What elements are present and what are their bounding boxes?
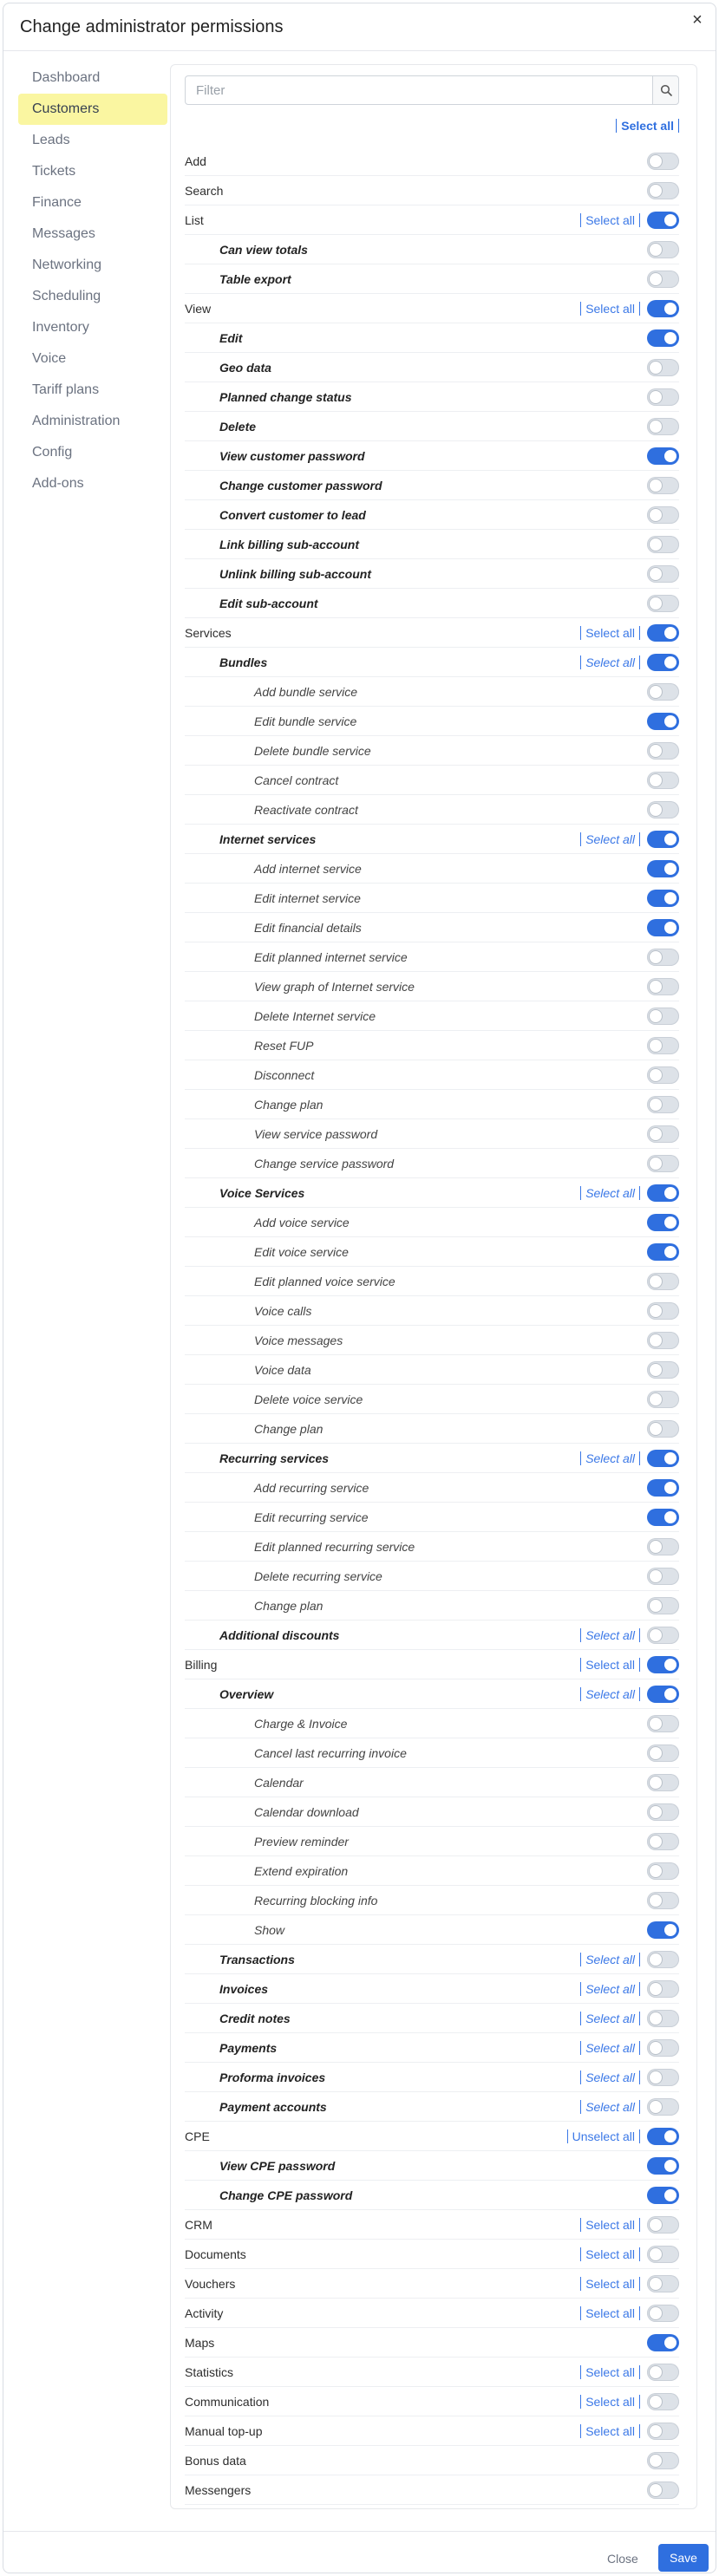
permission-toggle[interactable] <box>647 477 679 494</box>
permission-label: Edit bundle service <box>254 714 357 728</box>
permission-toggle[interactable] <box>647 1155 679 1172</box>
select-all-link[interactable]: Select all <box>580 1628 640 1642</box>
permission-row <box>185 2092 679 2122</box>
permission-label: Maps <box>185 2335 215 2350</box>
permission-toggle[interactable] <box>647 1184 679 1202</box>
filter-bar <box>185 75 679 105</box>
permission-toggle[interactable] <box>647 2393 679 2410</box>
permission-label: Edit sub-account <box>219 596 318 610</box>
permission-row <box>185 913 679 942</box>
permission-label: Manual top-up <box>185 2423 263 2438</box>
permission-label: Link billing sub-account <box>219 537 359 551</box>
permission-toggle[interactable] <box>647 1361 679 1379</box>
permission-toggle[interactable] <box>647 388 679 406</box>
sidebar-item-messages[interactable]: Messages <box>32 226 95 241</box>
select-all-link[interactable]: Select all <box>580 213 640 227</box>
select-all-link[interactable]: Select all <box>580 1982 640 1996</box>
permission-row <box>185 1149 679 1178</box>
select-all-link[interactable]: Select all <box>580 626 640 640</box>
permission-toggle[interactable] <box>647 2305 679 2322</box>
close-button[interactable]: Close <box>598 2546 647 2572</box>
permission-toggle[interactable] <box>647 1862 679 1880</box>
permission-toggle[interactable] <box>647 1450 679 1467</box>
permission-row <box>185 559 679 589</box>
permission-row <box>185 1414 679 1444</box>
permission-toggle[interactable] <box>647 1597 679 1614</box>
permission-label: Recurring blocking info <box>254 1893 378 1908</box>
permission-toggle[interactable] <box>647 1214 679 1231</box>
permission-row <box>185 1326 679 1355</box>
permission-row <box>185 2475 679 2505</box>
permission-row <box>185 500 679 530</box>
permission-toggle[interactable] <box>647 2216 679 2234</box>
permission-row <box>185 854 679 884</box>
permission-label: Documents <box>185 2247 246 2261</box>
permission-toggle[interactable] <box>647 1391 679 1408</box>
permission-label: Bundles <box>219 655 268 669</box>
permission-label: Voice messages <box>254 1333 343 1347</box>
permission-toggle[interactable] <box>647 624 679 642</box>
permission-row <box>185 766 679 795</box>
permission-label: Delete Internet service <box>254 1008 376 1023</box>
permission-toggle[interactable] <box>647 182 679 199</box>
permission-label: Voice Services <box>219 1185 305 1200</box>
permission-label: Communication <box>185 2394 270 2409</box>
permission-toggle[interactable] <box>647 1509 679 1526</box>
permission-row <box>185 1974 679 2004</box>
permission-toggle[interactable] <box>647 1243 679 1261</box>
permission-label: Add internet service <box>254 861 362 876</box>
permission-row <box>185 205 679 235</box>
permission-label: CRM <box>185 2217 212 2232</box>
permission-toggle[interactable] <box>647 1627 679 1644</box>
permission-label: Delete <box>219 419 257 434</box>
permission-toggle[interactable] <box>647 300 679 317</box>
permission-row <box>185 589 679 618</box>
permission-toggle[interactable] <box>647 683 679 701</box>
permission-row <box>185 1355 679 1385</box>
permission-label: Search <box>185 183 224 198</box>
permission-toggle[interactable] <box>647 654 679 671</box>
permission-label: Charge & Invoice <box>254 1716 348 1731</box>
permission-row <box>185 1473 679 1503</box>
permission-toggle[interactable] <box>647 2334 679 2351</box>
permission-row <box>185 1738 679 1768</box>
permission-toggle[interactable] <box>647 1951 679 1968</box>
permission-row <box>185 2358 679 2387</box>
permission-label: Calendar <box>254 1775 304 1790</box>
select-all-link[interactable]: Select all <box>580 2247 640 2261</box>
permission-label: Add recurring service <box>254 1480 369 1495</box>
permission-row <box>185 176 679 205</box>
permission-label: Disconnect <box>254 1067 315 1082</box>
permission-toggle[interactable] <box>647 772 679 789</box>
permission-row <box>185 1267 679 1296</box>
permission-label: Vouchers <box>185 2276 236 2291</box>
permission-row <box>185 1621 679 1650</box>
permission-row <box>185 323 679 353</box>
permission-toggle[interactable] <box>647 1332 679 1349</box>
permission-label: Delete recurring service <box>254 1568 382 1583</box>
permission-row <box>185 2151 679 2181</box>
permission-toggle[interactable] <box>647 1980 679 1998</box>
permission-toggle[interactable] <box>647 1066 679 1084</box>
permission-toggle[interactable] <box>647 536 679 553</box>
select-all-link[interactable]: Select all <box>580 1953 640 1966</box>
permission-toggle[interactable] <box>647 860 679 877</box>
permission-label: Cancel contract <box>254 773 339 787</box>
select-all-link[interactable]: Select all <box>580 2277 640 2291</box>
permission-label: Change CPE password <box>219 2188 353 2202</box>
permission-row <box>185 1856 679 1886</box>
sidebar-item-finance[interactable]: Finance <box>32 195 82 210</box>
permission-row <box>185 2446 679 2475</box>
permission-row <box>185 530 679 559</box>
permission-label: Transactions <box>219 1952 295 1966</box>
permission-label: Delete voice service <box>254 1392 363 1406</box>
permission-label: Bonus data <box>185 2453 246 2468</box>
permission-label: Extend expiration <box>254 1863 349 1878</box>
permission-row <box>185 795 679 825</box>
permission-toggle[interactable] <box>647 212 679 229</box>
permission-toggle[interactable] <box>647 1803 679 1821</box>
permission-toggle[interactable] <box>647 153 679 170</box>
permission-row <box>185 2269 679 2299</box>
permission-toggle[interactable] <box>647 890 679 907</box>
permission-toggle[interactable] <box>647 1037 679 1054</box>
permission-toggle[interactable] <box>647 2187 679 2204</box>
permission-label: Voice calls <box>254 1303 312 1318</box>
permission-label: Can view totals <box>219 242 308 257</box>
select-all-link[interactable]: Select all <box>580 2218 640 2232</box>
permission-row <box>185 1031 679 1060</box>
permission-toggle[interactable] <box>647 595 679 612</box>
permission-row <box>185 1679 679 1709</box>
permission-row <box>185 2299 679 2328</box>
permission-row <box>185 2033 679 2063</box>
permission-row <box>185 2240 679 2269</box>
permission-toggle[interactable] <box>647 1745 679 1762</box>
permission-label: Overview <box>219 1686 274 1701</box>
dialog-title: Change administrator permissions <box>20 17 284 36</box>
permission-toggle[interactable] <box>647 2010 679 2027</box>
permission-label: Edit planned internet service <box>254 949 408 964</box>
permission-row <box>185 1945 679 1974</box>
permission-label: Internet services <box>219 831 317 846</box>
permission-toggle[interactable] <box>647 742 679 760</box>
permission-row <box>185 736 679 766</box>
sidebar-item-config[interactable]: Config <box>32 445 73 460</box>
permission-label: Cancel last recurring invoice <box>254 1745 407 1760</box>
permission-label: Delete bundle service <box>254 743 371 758</box>
permission-toggle[interactable] <box>647 418 679 435</box>
select-all-global-link[interactable]: Select all <box>616 119 679 133</box>
permission-row <box>185 471 679 500</box>
save-button[interactable]: Save <box>658 2544 709 2572</box>
sidebar-item-leads[interactable]: Leads <box>32 133 70 147</box>
permission-row <box>185 1532 679 1562</box>
select-all-link[interactable]: Select all <box>580 2071 640 2084</box>
permission-row <box>185 1178 679 1208</box>
permission-label: Edit internet service <box>254 890 361 905</box>
permission-toggle[interactable] <box>647 1273 679 1290</box>
close-icon[interactable]: × <box>688 10 707 29</box>
permission-row <box>185 1915 679 1945</box>
permission-toggle[interactable] <box>647 2452 679 2469</box>
sidebar-item-voice[interactable]: Voice <box>32 351 67 366</box>
sidebar-item-add-ons[interactable]: Add-ons <box>32 476 84 491</box>
permission-label: Edit planned recurring service <box>254 1539 415 1554</box>
permission-label: Edit voice service <box>254 1244 349 1259</box>
permission-label: Geo data <box>219 360 271 375</box>
permission-toggle[interactable] <box>647 2157 679 2175</box>
permission-label: Recurring services <box>219 1451 330 1465</box>
permission-row <box>185 1296 679 1326</box>
permission-row <box>185 677 679 707</box>
permission-label: Change plan <box>254 1421 324 1436</box>
permission-label: Services <box>185 625 232 640</box>
permission-toggle[interactable] <box>647 949 679 966</box>
select-all-link[interactable]: Select all <box>580 2012 640 2025</box>
select-all-link[interactable]: Select all <box>580 655 640 669</box>
sidebar-item-customers[interactable]: Customers <box>18 94 167 125</box>
select-all-link[interactable]: Select all <box>580 1186 640 1200</box>
select-all-link[interactable]: Select all <box>580 1687 640 1701</box>
permission-label: Edit planned voice service <box>254 1274 395 1288</box>
sidebar-item-networking[interactable]: Networking <box>32 258 102 272</box>
select-all-link[interactable]: Select all <box>580 1658 640 1672</box>
permission-toggle[interactable] <box>647 1420 679 1438</box>
permission-row <box>185 353 679 382</box>
permission-toggle[interactable] <box>647 241 679 258</box>
permission-toggle[interactable] <box>647 2069 679 2086</box>
permission-label: Table export <box>219 271 291 286</box>
permission-row <box>185 1385 679 1414</box>
permission-label: Show <box>254 1922 285 1937</box>
permission-label: Reactivate contract <box>254 802 358 817</box>
permission-toggle[interactable] <box>647 2039 679 2057</box>
permission-row <box>185 2210 679 2240</box>
permission-label: View graph of Internet service <box>254 979 415 994</box>
permission-toggle[interactable] <box>647 1921 679 1939</box>
permission-toggle[interactable] <box>647 447 679 465</box>
permission-label: Credit notes <box>219 2011 291 2025</box>
permission-label: List <box>185 212 204 227</box>
permission-toggle[interactable] <box>647 1656 679 1673</box>
permission-label: Invoices <box>219 1981 269 1996</box>
select-all-link[interactable]: Select all <box>580 2306 640 2320</box>
filter-input[interactable] <box>185 75 653 105</box>
permission-label: Unlink billing sub-account <box>219 566 371 581</box>
permission-row <box>185 1119 679 1149</box>
permission-row <box>185 147 679 176</box>
permission-toggle[interactable] <box>647 2128 679 2145</box>
permission-toggle[interactable] <box>647 801 679 818</box>
permission-row <box>185 942 679 972</box>
permission-label: Edit financial details <box>254 920 362 935</box>
permission-toggle[interactable] <box>647 506 679 524</box>
permission-row <box>185 2387 679 2416</box>
permission-toggle[interactable] <box>647 359 679 376</box>
permission-row <box>185 441 679 471</box>
permission-row <box>185 1650 679 1679</box>
permission-label: Change service password <box>254 1156 395 1171</box>
sidebar-item-tariff-plans[interactable]: Tariff plans <box>32 382 100 397</box>
sidebar-item-tickets[interactable]: Tickets <box>32 164 76 179</box>
permission-list <box>185 147 679 2505</box>
permission-toggle[interactable] <box>647 1774 679 1791</box>
permission-toggle[interactable] <box>647 978 679 995</box>
permission-label: Preview reminder <box>254 1834 349 1849</box>
permission-label: View <box>185 301 212 316</box>
permission-row <box>185 264 679 294</box>
permission-row <box>185 707 679 736</box>
select-all-link[interactable]: Select all <box>580 1451 640 1465</box>
permission-toggle[interactable] <box>647 831 679 848</box>
select-all-link[interactable]: Select all <box>580 2041 640 2055</box>
permission-toggle[interactable] <box>647 1008 679 1025</box>
permission-toggle[interactable] <box>647 1479 679 1497</box>
permission-row <box>185 235 679 264</box>
permission-label: Voice data <box>254 1362 311 1377</box>
sidebar-item-dashboard[interactable]: Dashboard <box>32 70 101 85</box>
footer-divider <box>3 2531 716 2532</box>
sidebar-item-administration[interactable]: Administration <box>32 414 121 428</box>
permission-toggle[interactable] <box>647 1096 679 1113</box>
permission-label: Messengers <box>185 2482 252 2497</box>
permission-row <box>185 1562 679 1591</box>
permission-row <box>185 1797 679 1827</box>
permission-toggle[interactable] <box>647 2246 679 2263</box>
permission-toggle[interactable] <box>647 1302 679 1320</box>
title-divider <box>3 50 716 51</box>
permission-label: Payment accounts <box>219 2099 327 2114</box>
permission-label: View service password <box>254 1126 378 1141</box>
permission-row <box>185 1001 679 1031</box>
permission-row <box>185 2063 679 2092</box>
permissions-dialog <box>3 3 716 2573</box>
permission-toggle[interactable] <box>647 2423 679 2440</box>
permission-label: Activity <box>185 2305 224 2320</box>
select-all-link[interactable]: Select all <box>580 832 640 846</box>
permission-toggle[interactable] <box>647 1568 679 1585</box>
permission-label: Change plan <box>254 1598 324 1613</box>
permission-row <box>185 2328 679 2358</box>
permission-label: Proforma invoices <box>219 2070 326 2084</box>
permission-toggle[interactable] <box>647 271 679 288</box>
permission-row <box>185 1709 679 1738</box>
permission-row <box>185 1827 679 1856</box>
select-all-link[interactable]: Select all <box>580 302 640 316</box>
permission-row <box>185 2181 679 2210</box>
permission-toggle[interactable] <box>647 713 679 730</box>
permission-toggle[interactable] <box>647 1892 679 1909</box>
permission-toggle[interactable] <box>647 1715 679 1732</box>
permission-row <box>185 618 679 648</box>
permission-row <box>185 1768 679 1797</box>
permission-toggle[interactable] <box>647 2364 679 2381</box>
permission-label: Add <box>185 153 206 168</box>
permissions-panel <box>170 64 697 2509</box>
permission-toggle[interactable] <box>647 919 679 936</box>
search-button[interactable] <box>652 75 679 105</box>
sidebar-item-inventory[interactable]: Inventory <box>32 320 89 335</box>
permission-row <box>185 1444 679 1473</box>
permission-label: Additional discounts <box>219 1627 340 1642</box>
permission-toggle[interactable] <box>647 565 679 583</box>
permission-row <box>185 1237 679 1267</box>
permission-toggle[interactable] <box>647 2098 679 2116</box>
permission-toggle[interactable] <box>647 1125 679 1143</box>
permission-label: Add bundle service <box>254 684 358 699</box>
permission-label: Planned change status <box>219 389 352 404</box>
select-all-link[interactable]: Select all <box>580 2424 640 2438</box>
select-all-link[interactable]: Select all <box>580 2365 640 2379</box>
permission-label: CPE <box>185 2129 210 2143</box>
permission-label: Change customer password <box>219 478 382 492</box>
permission-label: View customer password <box>219 448 365 463</box>
permission-row <box>185 648 679 677</box>
permission-toggle[interactable] <box>647 2481 679 2499</box>
permission-label: Edit <box>219 330 243 345</box>
permission-row <box>185 2004 679 2033</box>
select-all-link[interactable]: Select all <box>580 2100 640 2114</box>
sidebar <box>18 62 167 499</box>
permission-row <box>185 1591 679 1621</box>
permission-row <box>185 1503 679 1532</box>
permission-row <box>185 825 679 854</box>
permission-label: Reset FUP <box>254 1038 314 1053</box>
permission-row <box>185 2122 679 2151</box>
permission-row <box>185 412 679 441</box>
permission-label: Billing <box>185 1657 218 1672</box>
unselect-all-link[interactable]: Unselect all <box>567 2129 640 2143</box>
permission-toggle[interactable] <box>647 329 679 347</box>
permission-row <box>185 972 679 1001</box>
permission-row <box>185 884 679 913</box>
permission-toggle[interactable] <box>647 1686 679 1703</box>
permission-label: Calendar download <box>254 1804 359 1819</box>
sidebar-item-scheduling[interactable]: Scheduling <box>32 289 101 303</box>
permission-row <box>185 1886 679 1915</box>
permission-row <box>185 294 679 323</box>
search-icon <box>660 84 672 96</box>
permission-label: Change plan <box>254 1097 324 1112</box>
permission-row <box>185 1090 679 1119</box>
permission-toggle[interactable] <box>647 2275 679 2292</box>
permission-row <box>185 1060 679 1090</box>
permission-row <box>185 1208 679 1237</box>
permission-toggle[interactable] <box>647 1833 679 1850</box>
permission-label: Payments <box>219 2040 278 2055</box>
permission-label: Statistics <box>185 2364 234 2379</box>
select-all-link[interactable]: Select all <box>580 2395 640 2409</box>
permission-label: View CPE password <box>219 2158 336 2173</box>
permission-label: Convert customer to lead <box>219 507 366 522</box>
permission-toggle[interactable] <box>647 1538 679 1555</box>
permission-label: Edit recurring service <box>254 1510 369 1524</box>
permission-row <box>185 2416 679 2446</box>
permission-label: Add voice service <box>254 1215 350 1229</box>
permission-row <box>185 382 679 412</box>
